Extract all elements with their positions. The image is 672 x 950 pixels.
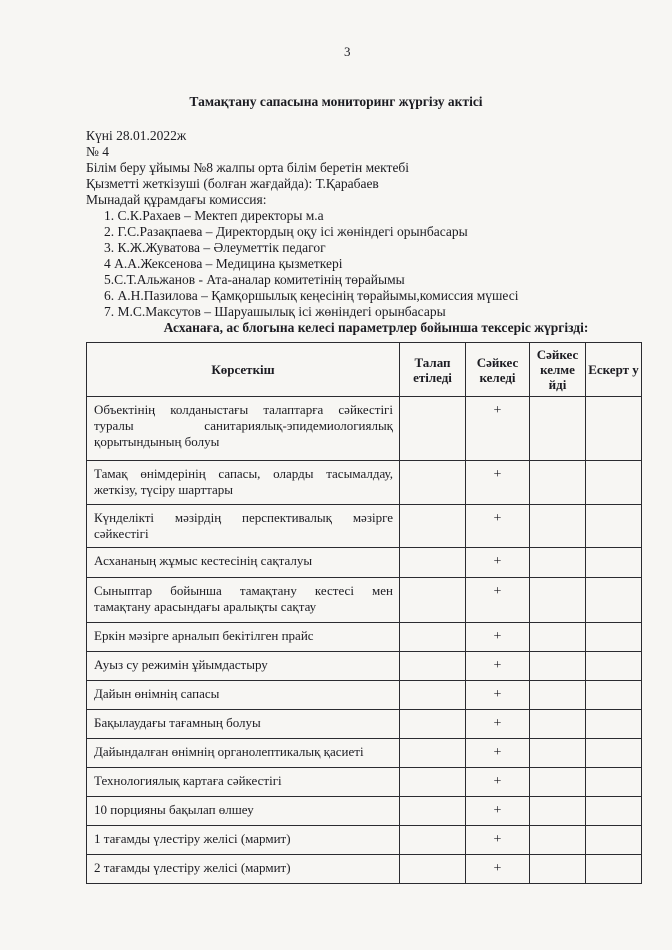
compliant-cell: + bbox=[466, 548, 530, 578]
required-cell bbox=[400, 739, 466, 768]
header-non-compliant: Сәйкес келме йді bbox=[530, 343, 586, 397]
non-compliant-cell bbox=[530, 710, 586, 739]
required-cell bbox=[400, 681, 466, 710]
note-cell bbox=[586, 548, 642, 578]
table-row bbox=[87, 397, 642, 461]
note-cell bbox=[586, 461, 642, 505]
compliant-cell: + bbox=[466, 397, 530, 461]
table-row bbox=[87, 681, 642, 710]
table-row bbox=[87, 505, 642, 548]
note-cell bbox=[586, 505, 642, 548]
non-compliant-cell bbox=[530, 505, 586, 548]
date-line: Күні 28.01.2022ж bbox=[86, 128, 187, 143]
indicator-cell: Дайын өнімнің сапасы bbox=[87, 681, 400, 710]
commission-member: 3. К.Ж.Жуватова – Әлеуметтік педагог bbox=[104, 240, 326, 255]
required-cell bbox=[400, 855, 466, 884]
inspection-table bbox=[86, 342, 642, 884]
document-title: Тамақтану сапасына мониторинг жүргізу актісі bbox=[189, 94, 483, 109]
number-line: № 4 bbox=[86, 144, 110, 159]
table-row bbox=[87, 548, 642, 578]
header-required: Талап етіледі bbox=[400, 343, 466, 397]
section-heading: Асханаға, ас блогына келесі параметрлер бойынша тексеріс жүргізді: bbox=[163, 320, 589, 335]
non-compliant-cell bbox=[530, 397, 586, 461]
non-compliant-cell bbox=[530, 578, 586, 623]
indicator-cell: Еркін мәзірге арналып бекітілген прайс bbox=[87, 623, 400, 652]
indicator-cell: Объектінің колданыстағы талаптарға сәйкестігі туралы санитариялық-эпидемиологиялық қорытындының болуы bbox=[87, 397, 400, 461]
compliant-cell: + bbox=[466, 768, 530, 797]
indicator-cell: 10 порцияны бақылап өлшеу bbox=[87, 797, 400, 826]
compliant-cell: + bbox=[466, 826, 530, 855]
required-cell bbox=[400, 461, 466, 505]
compliant-cell: + bbox=[466, 855, 530, 884]
required-cell bbox=[400, 505, 466, 548]
note-cell bbox=[586, 797, 642, 826]
table-row bbox=[87, 578, 642, 623]
indicator-cell: Ауыз су режимін ұйымдастыру bbox=[87, 652, 400, 681]
table-row bbox=[87, 710, 642, 739]
compliant-cell: + bbox=[466, 461, 530, 505]
note-cell bbox=[586, 855, 642, 884]
compliant-cell: + bbox=[466, 797, 530, 826]
non-compliant-cell bbox=[530, 768, 586, 797]
indicator-cell: Асхананың жұмыс кестесінің сақталуы bbox=[87, 548, 400, 578]
table-row bbox=[87, 739, 642, 768]
non-compliant-cell bbox=[530, 623, 586, 652]
compliant-cell: + bbox=[466, 652, 530, 681]
required-cell bbox=[400, 710, 466, 739]
commission-member: 7. М.С.Максутов – Шаруашылық ісі жөніндегі орынбасары bbox=[104, 304, 446, 319]
non-compliant-cell bbox=[530, 652, 586, 681]
commission-member: 5.С.Т.Альжанов - Ата-аналар комитетінің төрайымы bbox=[104, 272, 405, 287]
non-compliant-cell bbox=[530, 826, 586, 855]
table-row bbox=[87, 768, 642, 797]
note-cell bbox=[586, 826, 642, 855]
indicator-cell: 1 тағамды үлестіру желісі (мармит) bbox=[87, 826, 400, 855]
commission-intro: Мынадай құрамдағы комиссия: bbox=[86, 192, 267, 207]
required-cell bbox=[400, 397, 466, 461]
indicator-cell: Күнделікті мәзірдің перспективалық мәзірге сәйкестігі bbox=[87, 505, 400, 548]
commission-member: 6. А.Н.Пазилова – Қамқоршылық кеңесінің төрайымы,комиссия мүшесі bbox=[104, 288, 519, 303]
non-compliant-cell bbox=[530, 855, 586, 884]
note-cell bbox=[586, 739, 642, 768]
table-header-row bbox=[87, 343, 642, 397]
indicator-cell: Бақылаудағы тағамның болуы bbox=[87, 710, 400, 739]
note-cell bbox=[586, 397, 642, 461]
commission-member: 4 А.А.Жексенова – Медицина қызметкері bbox=[104, 256, 343, 271]
non-compliant-cell bbox=[530, 461, 586, 505]
non-compliant-cell bbox=[530, 739, 586, 768]
non-compliant-cell bbox=[530, 548, 586, 578]
header-compliant: Сәйкес келеді bbox=[466, 343, 530, 397]
commission-member: 1. С.К.Рахаев – Мектеп директоры м.а bbox=[104, 208, 324, 223]
required-cell bbox=[400, 578, 466, 623]
indicator-cell: Технологиялық картаға сәйкестігі bbox=[87, 768, 400, 797]
indicator-cell: Дайындалған өнімнің органолептикалық қасиеті bbox=[87, 739, 400, 768]
header-indicator: Көрсеткіш bbox=[87, 343, 400, 397]
note-cell bbox=[586, 681, 642, 710]
compliant-cell: + bbox=[466, 623, 530, 652]
required-cell bbox=[400, 548, 466, 578]
compliant-cell: + bbox=[466, 739, 530, 768]
page-number: 3 bbox=[344, 44, 351, 59]
non-compliant-cell bbox=[530, 797, 586, 826]
required-cell bbox=[400, 652, 466, 681]
note-cell bbox=[586, 768, 642, 797]
required-cell bbox=[400, 623, 466, 652]
compliant-cell: + bbox=[466, 710, 530, 739]
table-row bbox=[87, 652, 642, 681]
school-line: Білім беру ұйымы №8 жалпы орта білім беретін мектебі bbox=[86, 160, 410, 175]
note-cell bbox=[586, 623, 642, 652]
required-cell bbox=[400, 797, 466, 826]
table-row bbox=[87, 797, 642, 826]
indicator-cell: Тамақ өнімдерінің сапасы, оларды тасымалдау, жеткізу, түсіру шарттары bbox=[87, 461, 400, 505]
note-cell bbox=[586, 578, 642, 623]
table-row bbox=[87, 461, 642, 505]
commission-member: 2. Г.С.Разақпаева – Директордың оқу ісі жөніндегі орынбасары bbox=[104, 224, 468, 239]
table-row bbox=[87, 623, 642, 652]
note-cell bbox=[586, 710, 642, 739]
compliant-cell: + bbox=[466, 681, 530, 710]
indicator-cell: Сыныптар бойынша тамақтану кестесі мен тамақтану арасындағы аралықты сақтау bbox=[87, 578, 400, 623]
indicator-cell: 2 тағамды үлестіру желісі (мармит) bbox=[87, 855, 400, 884]
non-compliant-cell bbox=[530, 681, 586, 710]
header-note: Ескерт у bbox=[586, 343, 642, 397]
required-cell bbox=[400, 826, 466, 855]
note-cell bbox=[586, 652, 642, 681]
compliant-cell: + bbox=[466, 578, 530, 623]
table-row bbox=[87, 826, 642, 855]
provider-line: Қызметті жеткізуші (болған жағдайда): Т.Қарабаев bbox=[86, 176, 379, 191]
table-row bbox=[87, 855, 642, 884]
compliant-cell: + bbox=[466, 505, 530, 548]
required-cell bbox=[400, 768, 466, 797]
